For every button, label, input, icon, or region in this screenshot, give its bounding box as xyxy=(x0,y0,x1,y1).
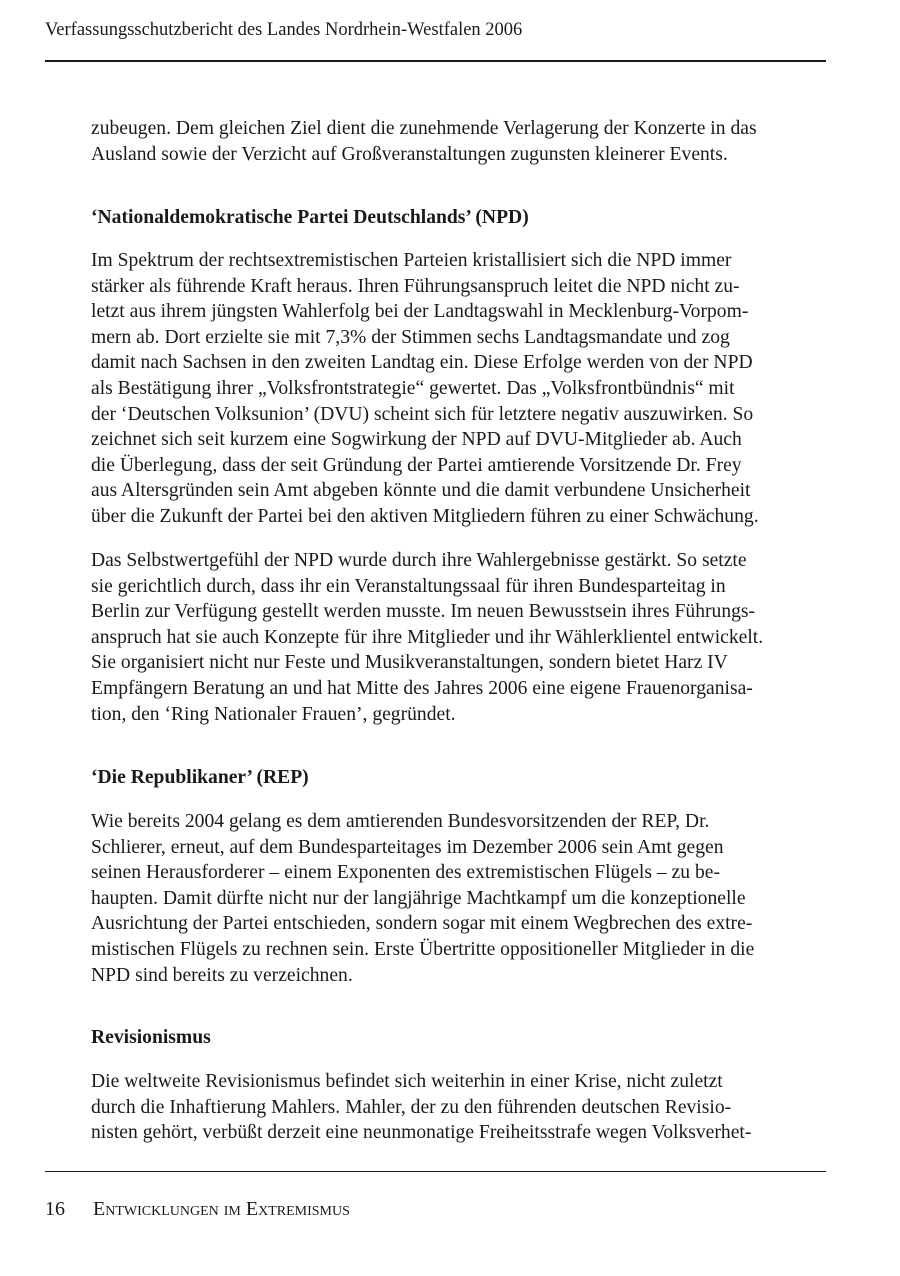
text-line: Wie bereits 2004 gelang es dem amtierenden Bundesvorsitzenden der REP, Dr. xyxy=(91,811,710,832)
text-line: Schlierer, erneut, auf dem Bundesparteitages im Dezember 2006 sein Amt gegen xyxy=(91,836,724,858)
text-line: zeichnet sich seit kurzem eine Sogwirkung der NPD auf DVU-Mitglieder ab. Auch xyxy=(91,429,742,451)
text-line: seinen Herausforderer – einem Exponenten des extremistischen Flügels – zu be- xyxy=(91,862,720,884)
intro-paragraph xyxy=(91,116,831,167)
text-line: stärker als führende Kraft heraus. Ihren Führungsanspruch leitet die NPD nicht zu- xyxy=(91,275,740,297)
text-line: Die weltweite Revisionismus befindet sich weiterhin in einer Krise, nicht zuletzt xyxy=(91,1071,723,1092)
text-line: letzt aus ihrem jüngsten Wahlerfolg bei der Landtagswahl in Mecklenburg-Vorpom- xyxy=(91,301,749,323)
text-line: sie gerichtlich durch, dass ihr ein Veranstaltungssaal für ihren Bundesparteitag in xyxy=(91,575,726,597)
text-line: als Bestätigung ihrer „Volksfrontstrategie“ gewertet. Das „Volksfrontbündnis“ mit xyxy=(91,377,735,399)
text-line: über die Zukunft der Partei bei den aktiven Mitgliedern führen zu einer Schwächung. xyxy=(91,505,759,527)
text-line: mistischen Flügels zu rechnen sein. Erste Übertritte oppositioneller Mitglieder in die xyxy=(91,938,755,960)
text-line: anspruch hat sie auch Konzepte für ihre Mitglieder und ihr Wählerklientel entwickelt. xyxy=(91,626,764,648)
paragraph-revisionismus xyxy=(91,1069,831,1146)
header-rule xyxy=(45,60,826,62)
footer-rule xyxy=(45,1171,826,1172)
text-line: Empfängern Beratung an und hat Mitte des Jahres 2006 eine eigene Frauenorganisa- xyxy=(91,677,753,699)
paragraph-npd-1 xyxy=(91,248,831,530)
text-line: aus Altersgründen sein Amt abgeben könnte und die damit verbundene Unsicherheit xyxy=(91,480,751,502)
text-line: Das Selbstwertgefühl der NPD wurde durch ihre Wahlergebnisse gestärkt. So setzte xyxy=(91,550,747,571)
text-line: Sie organisiert nicht nur Feste und Musikveranstaltungen, sondern bietet Harz IV xyxy=(91,652,728,674)
page-number: 16 xyxy=(45,1198,65,1220)
text-line: Im Spektrum der rechtsextremistischen Parteien kristallisiert sich die NPD immer xyxy=(91,250,732,271)
text-line: durch die Inhaftierung Mahlers. Mahler, der zu den führenden deutschen Revisio- xyxy=(91,1096,732,1118)
text-line: nisten gehört, verbüßt derzeit eine neunmonatige Freiheitsstrafe wegen Volksverhet- xyxy=(91,1122,752,1144)
text-line: zubeugen. Dem gleichen Ziel dient die zunehmende Verlagerung der Konzerte in das xyxy=(91,118,757,139)
text-line: damit nach Sachsen in den zweiten Landtag ein. Diese Erfolge werden von der NPD xyxy=(91,352,753,374)
text-line: haupten. Damit dürfte nicht nur der langjährige Machtkampf um die konzeptionelle xyxy=(91,887,746,909)
text-line: NPD sind bereits zu verzeichnen. xyxy=(91,964,353,986)
section-heading-revisionismus: Revisionismus xyxy=(91,1027,211,1048)
text-line: Ausrichtung der Partei entschieden, sondern sogar mit einem Wegbrechen des extre- xyxy=(91,913,753,935)
paragraph-npd-2 xyxy=(91,548,831,727)
text-line: die Überlegung, dass der seit Gründung der Partei amtierende Vorsitzende Dr. Frey xyxy=(91,454,742,476)
text-line: tion, den ‘Ring Nationaler Frauen’, gegründet. xyxy=(91,703,456,725)
running-header: Verfassungsschutzbericht des Landes Nordrhein-Westfalen 2006 xyxy=(45,20,523,40)
text-line: Ausland sowie der Verzicht auf Großveranstaltungen zugunsten kleinerer Events. xyxy=(91,143,728,165)
paragraph-rep xyxy=(91,809,831,988)
text-line: Berlin zur Verfügung gestellt werden musste. Im neuen Bewusstsein ihres Führungs- xyxy=(91,601,756,623)
section-heading-rep: ‘Die Republikaner’ (REP) xyxy=(91,767,309,788)
text-line: mern ab. Dort erzielte sie mit 7,3% der Stimmen sechs Landtagsmandate und zog xyxy=(91,326,730,348)
section-heading-npd: ‘Nationaldemokratische Partei Deutschlands’ (NPD) xyxy=(91,207,529,228)
text-line: der ‘Deutschen Volksunion’ (DVU) scheint sich für letztere negativ auszuwirken. So xyxy=(91,403,754,425)
chapter-title: Entwicklungen im Extremismus xyxy=(93,1198,350,1220)
